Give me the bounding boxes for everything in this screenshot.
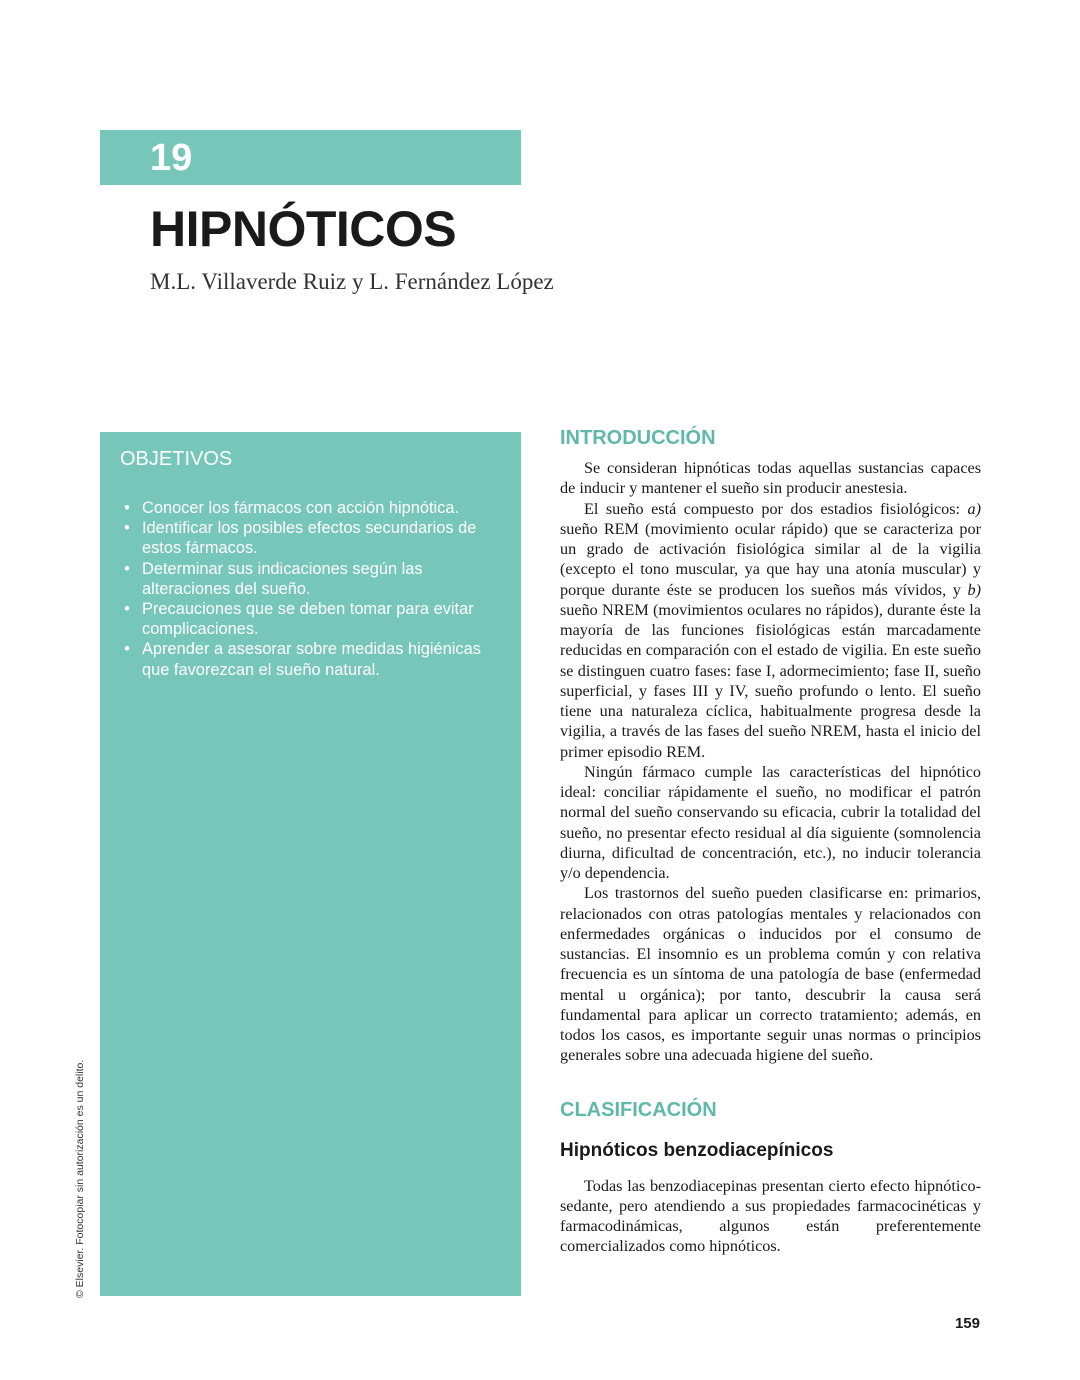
objective-item: • Determinar sus indicaciones según las alteraciones del sueño. (120, 559, 501, 599)
bullet-icon: • (124, 499, 130, 517)
paragraph: Ningún fármaco cumple las características del hipnótico ideal: conciliar rápidamente el sueño, no modificar el patrón normal del sueño conservando su eficacia, cubrir la totalidad del sueño, no presentar efecto residual al día siguiente (somnolencia diurna, dificultad de concentración, etc.), no inducir tolerancia y/o dependencia. (560, 762, 981, 882)
bullet-icon: • (124, 600, 130, 619)
objective-item: • Conocer los fármacos con acción hipnótica. (120, 498, 501, 518)
chapter-number-bar (100, 130, 521, 185)
paragraph: El sueño está compuesto por dos estadios fisiológicos: a) sueño REM (movimiento ocular rápido) que se caracteriza por un grado de activación fisiológica similar al de la vigilia (excepto el tono muscular, ya que hay una atonía muscular) y porque durante éste se producen los sueños más vívidos, y b) sueño NREM (movimientos oculares no rápidos), durante éste la mayoría de las funciones fisiológicas están marcadamente reducidas en comparación con el estado de vigilia. En este sueño se distinguen cuatro fases: fase I, adormecimiento; fase II, sueño superficial, y fases III y IV, sueño profundo o lento. El sueño tiene una naturaleza cíclica, habitualmente progresa desde la vigilia, a través de las fases del sueño NREM, hasta el inicio del primer episodio REM. (560, 499, 981, 761)
paragraph: Se consideran hipnóticas todas aquellas sustancias capaces de inducir y mantener el sueño sin producir anestesia. (560, 459, 981, 498)
objectives-heading: OBJETIVOS (120, 448, 233, 470)
objectives-box (100, 432, 521, 1296)
paragraph: Los trastornos del sueño pueden clasificarse en: primarios, relacionados con otras patologías mentales y relacionados con enfermedades orgánicas o inducidos por el consumo de sustancias. El insomnio es un problema común y con relativa frecuencia es un síntoma de una patología de base (enfermedad mental u orgánica); por tanto, descubrir la causa será fundamental para aplicar un correcto tratamiento; además, en todos los casos, es importante seguir unas normas o principios generales sobre una adecuada higiene del sueño. (560, 884, 981, 1065)
objective-item: • Precauciones que se deben tomar para evitar complicaciones. (120, 599, 501, 639)
copyright-notice: © Elsevier. Fotocopiar sin autorización es un delito. (74, 1059, 86, 1298)
paragraph: Todas las benzodiacepinas presentan cierto efecto hipnótico-sedante, pero atendiendo a sus propiedades farmacocinéticas y farmacodinámicas, algunos están preferentemente comercializados como hipnóticos. (560, 1176, 981, 1256)
page-number: 159 (954, 1315, 980, 1332)
main-text-column (560, 424, 981, 1257)
objectives-list (120, 498, 501, 680)
section-heading-introduccion: INTRODUCCIÓN (560, 427, 716, 449)
bullet-icon: • (124, 519, 130, 538)
chapter-title: HIPNÓTICOS (150, 201, 457, 257)
objective-item: • Identificar los posibles efectos secundarios de estos fármacos. (120, 518, 501, 558)
bullet-icon: • (124, 559, 130, 578)
chapter-authors: M.L. Villaverde Ruiz y L. Fernández López (150, 269, 554, 294)
objective-item: • Aprender a asesorar sobre medidas higiénicas que favorezcan el sueño natural. (120, 639, 501, 679)
subsection-heading: Hipnóticos benzodiacepínicos (560, 1139, 834, 1161)
section-heading-clasificacion: CLASIFICACIÓN (560, 1098, 717, 1121)
bullet-icon: • (124, 640, 130, 659)
chapter-number: 19 (150, 137, 193, 179)
